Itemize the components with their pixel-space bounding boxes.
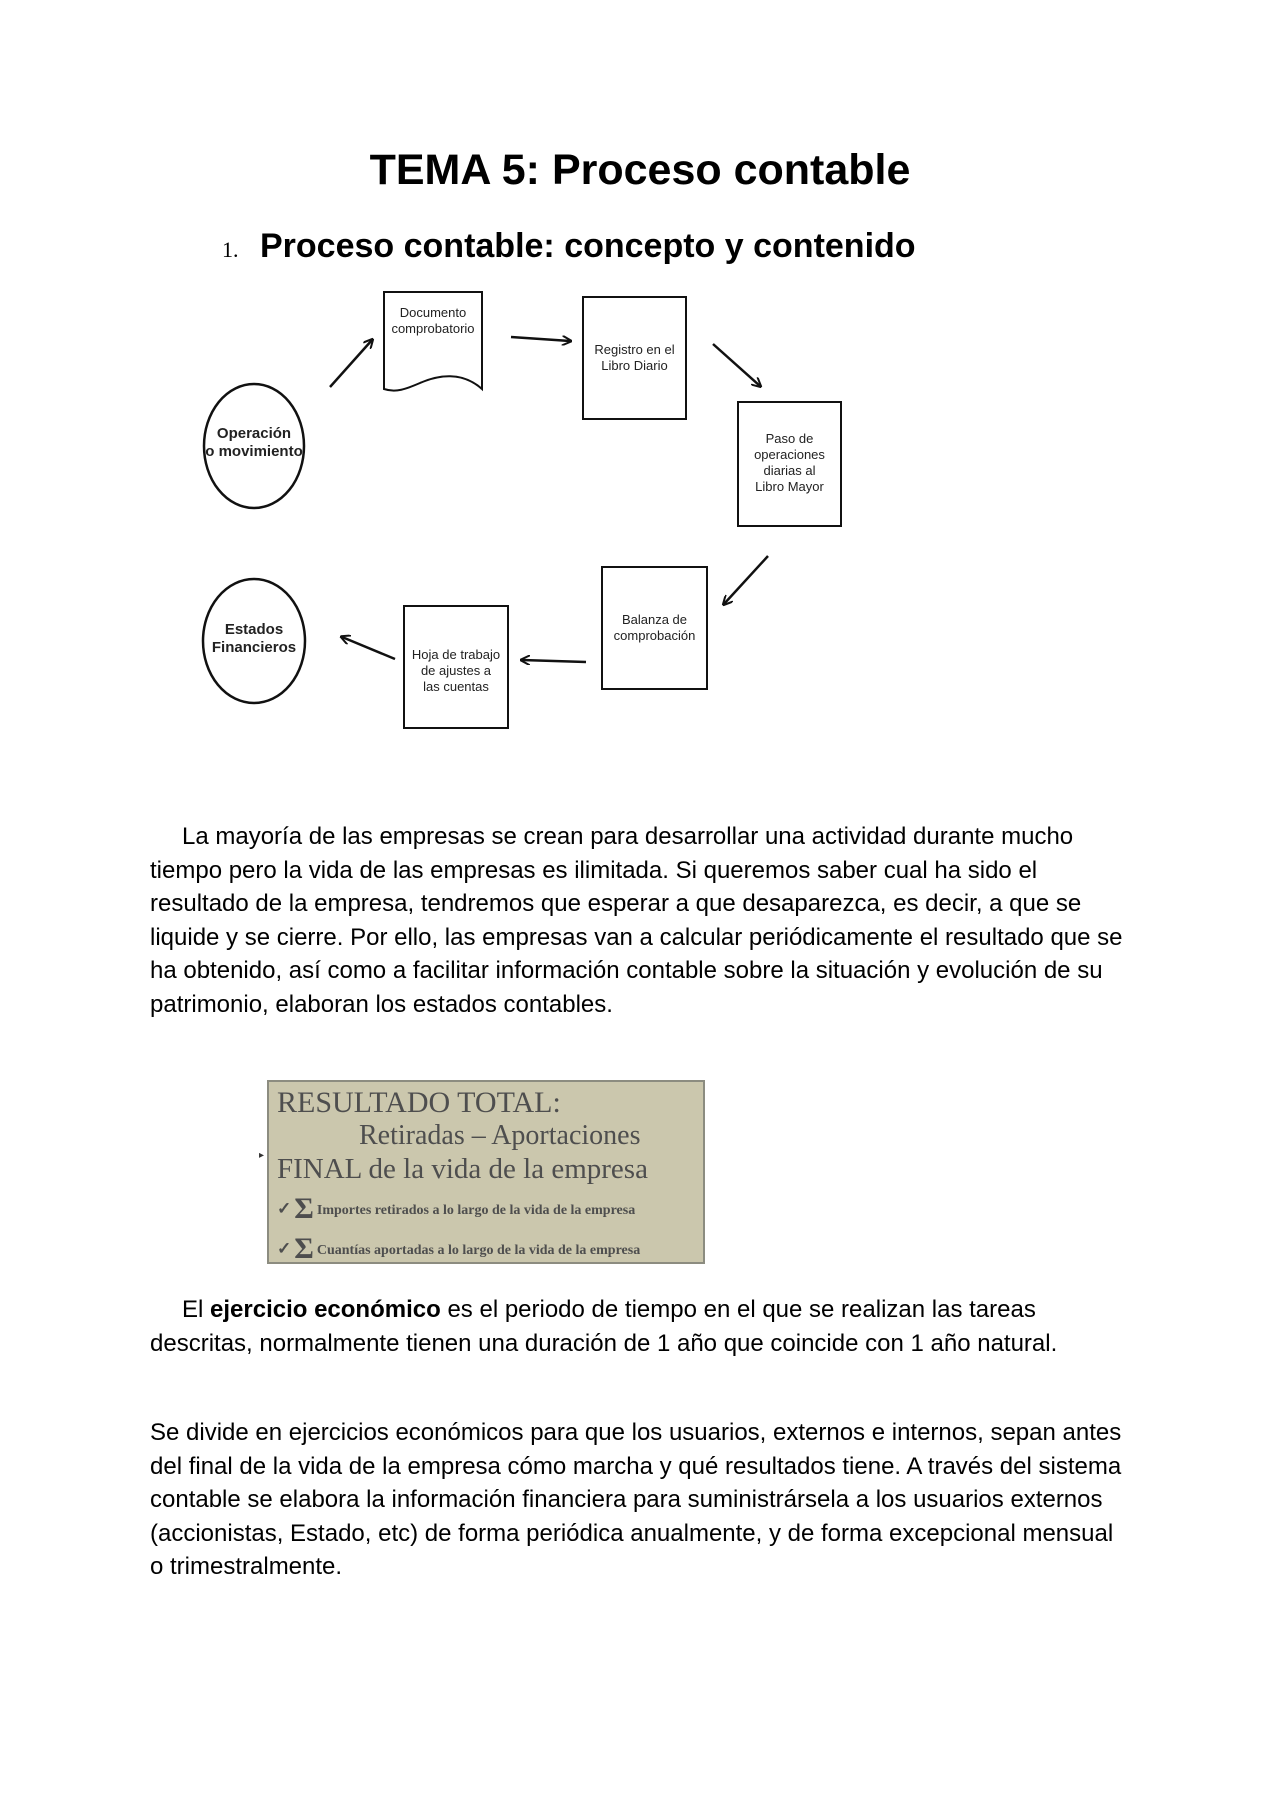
paragraph-intro-text: La mayoría de las empresas se crean para desarrollar una actividad durante mucho tiempo pero la vida de las empresas es ilimitada. Si queremos saber cual ha sido el resultado de la empresa, tendremos que esperar a que desaparezca, es decir, a que se liquide y se cierre. Por ello, las empresas van a calcular periódicamente el resultado que se ha obtenido, así como a facilitar información contable sobre la situación y evolución de su patrimonio, elaboran los estados contables.: [150, 823, 1123, 1018]
arrow-icon: [342, 637, 395, 659]
formula-line-3: FINAL de la vida de la empresa: [277, 1153, 648, 1185]
paragraph-ejercicio-after: es el periodo de tiempo en el que se realizan las tareas descritas, normalmente tienen una duración de 1 año que coincide con 1 año natural.: [150, 1296, 1058, 1357]
arrow-icon: [511, 337, 570, 341]
formula-line-2: Retiradas – Aportaciones: [359, 1120, 641, 1151]
estados-label: Estados Financieros: [211, 621, 297, 656]
formula-line-1: RESULTADO TOTAL:: [277, 1086, 561, 1119]
paragraph-intro: [150, 820, 1130, 1021]
arrow-icon: [330, 340, 372, 387]
check-icon: ✓: [277, 1199, 292, 1218]
bullet-dot: ▸: [259, 1150, 265, 1161]
arrow-icon: [522, 660, 586, 662]
balanza-label: Balanza de comprobación: [613, 612, 696, 643]
paragraph-division: [150, 1416, 1130, 1584]
section-number: 1.: [222, 237, 239, 262]
paso-label: Paso de operaciones diarias al Libro Mayor: [754, 431, 825, 494]
paragraph-ejercicio-before: El: [182, 1296, 211, 1323]
formula-bullet-retirados: [277, 1192, 635, 1226]
check-icon: ✓: [277, 1239, 292, 1258]
formula-bullet-2-text: Cuantías aportadas a lo largo de la vida de la empresa: [316, 1243, 641, 1258]
operacion-label: Operación o movimiento: [205, 425, 303, 460]
result-formula-box: [267, 1080, 705, 1264]
paragraph-ejercicio-term: ejercicio económico: [210, 1296, 441, 1323]
page-title: TEMA 5: Proceso contable: [369, 146, 911, 194]
arrow-icon: [724, 556, 768, 604]
accounting-process-diagram: [200, 285, 880, 745]
arrow-icon: [713, 344, 760, 386]
formula-bullet-aportadas: [277, 1232, 640, 1266]
registro-label: Registro en el Libro Diario: [594, 342, 675, 373]
sigma-icon: Σ: [294, 1192, 314, 1225]
section-heading: [222, 227, 916, 266]
paragraph-division-text: Se divide en ejercicios económicos para que los usuarios, externos e internos, sepan antes del final de la vida de la empresa cómo marcha y qué resultados tiene. A través del sistema contable se elabora la información financiera para suministrársela a los usuarios externos (accionistas, Estado, etc) de forma periódica anualmente, y de forma excepcional mensual o trimestralmente.: [150, 1419, 1122, 1580]
section-title: Proceso contable: concepto y contenido: [260, 227, 916, 265]
diagram-shapes: [200, 285, 880, 745]
formula-bullet-1-text: Importes retirados a lo largo de la vida de la empresa: [316, 1203, 636, 1218]
documento-label: Documento comprobatorio: [391, 305, 475, 336]
paragraph-ejercicio: [150, 1293, 1130, 1360]
hoja-label: Hoja de trabajo de ajustes a las cuentas: [411, 647, 501, 694]
sigma-icon: Σ: [294, 1232, 314, 1265]
